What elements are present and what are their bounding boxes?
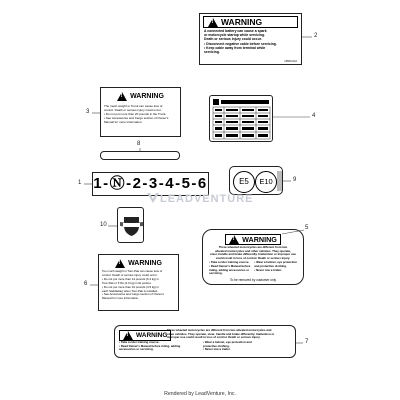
three-wheel-bullet: • Take a rider training course. — [209, 260, 250, 265]
tour-pak-warning-line: • Do not put more than 14 pounds (6.4 kg) in — [102, 276, 159, 281]
battery-warning-line: A connected battery can cause a spark — [204, 29, 267, 33]
callout-2: 2 — [314, 33, 318, 39]
three-wheel-bullet: servicing. — [209, 271, 223, 276]
callout-7: 7 — [305, 339, 309, 345]
callout-10: 10 — [100, 222, 107, 228]
tour-pak-warning-line: each Saddlebag when Tour-Pak is installed. — [102, 288, 159, 293]
strip-warning-bullet: • Wear a helmet, eye protection and — [203, 340, 252, 344]
three-wheel-warning-line: Three wheeled motorcycles are different from two — [218, 245, 288, 249]
callout-8: 8 — [137, 141, 141, 147]
fuel-e10-badge: E10 — [255, 171, 277, 193]
three-wheel-bullet: riding, adding accessories or — [209, 267, 250, 272]
three-wheel-bullet: • Wear a helmet, eye protection — [254, 260, 297, 265]
tour-pak-warning-line: Manual for more information. — [102, 296, 139, 301]
trunk-warning-line: Manual for more information. — [104, 120, 143, 124]
three-wheel-warning-line: wheeled motorcycles and other vehicles. They operate, — [215, 248, 291, 253]
trunk-warning-line: • See Accessories and Cargo section of Owner's — [104, 116, 169, 120]
callout-3: 3 — [86, 109, 90, 115]
strip-warning-title: WARNING — [136, 332, 168, 339]
callout-1: 1 — [78, 180, 82, 186]
callout-9: 9 — [293, 177, 297, 183]
callout-6: 6 — [84, 281, 88, 287]
tour-pak-warning-title: WARNING — [128, 260, 162, 267]
strip-warning-bullet: • Never tow a trailer. — [203, 347, 231, 352]
three-wheel-bullet: • Never tow a trailer. — [254, 267, 282, 272]
strip-warning-line: other vehicles. They operate, steer, handle and brake differently. Inattention or — [167, 331, 275, 336]
tour-pak-warning-line: Tour-Pak or 5 lbs (2.3 kg) in lid pocket. — [102, 280, 152, 285]
three-wheel-bullet: • Read Owner's Manual before — [209, 263, 251, 268]
battery-warning-line: or motorcycle startup while servicing. — [204, 33, 266, 38]
vin-number-text: 1-Ⓝ-2-3-4-5-6 — [93, 175, 208, 192]
strip-warning-bullet: protective clothing. — [203, 343, 230, 348]
trunk-warning-line: control. Death or serious injury could occur. — [104, 108, 162, 112]
strip-warning-line: Three wheeled motorcycles are different from two wheeled motorcycles and — [167, 328, 272, 332]
three-wheel-warning-line: steer, handle and brake differently. Inattention or improper use — [210, 252, 296, 257]
footer-credit: Rendered by LeadVenture, Inc. — [164, 391, 236, 397]
tour-pak-warning-line: • Do not put more than 10 pounds (4.5 kg) in — [102, 284, 159, 289]
battery-warning-line: • Keep cable away from terminal while — [204, 45, 266, 50]
callout-5: 5 — [305, 225, 309, 231]
battery-warning-title: WARNING — [221, 17, 263, 27]
strip-warning-bullet: • Read Owner's Manual before riding, adding — [119, 343, 181, 348]
strip-warning-bullet: accessories or servicing. — [119, 347, 154, 352]
battery-warning-partno: 13500-01A — [284, 60, 297, 63]
tour-pak-warning-line: control. Death or serious injury could occur. — [102, 272, 158, 277]
battery-warning-line: • Disconnect negative cable before servicing. — [204, 41, 277, 46]
leader-line-5 — [282, 230, 304, 234]
three-wheel-warning-line: could result in loss of control. Death or serious injury. — [215, 255, 291, 260]
callout-4: 4 — [312, 113, 316, 119]
three-wheel-warning-title: WARNING — [242, 235, 277, 244]
strip-warning-bullet: • Take a rider training course. — [119, 340, 160, 344]
tour-pak-warning-line: • See Accessories and Cargo section of Owner's — [102, 292, 164, 297]
battery-warning-line: servicing. — [204, 50, 220, 55]
battery-warning-line: Death or serious injury could occur. — [204, 37, 262, 42]
three-wheel-bullet: and protective clothing. — [254, 263, 287, 268]
fuel-e5-badge: E5 — [233, 171, 255, 193]
watermark-text: LEADVENTURE — [160, 193, 254, 205]
trunk-warning-line: The mesh weight in Trunk can cause loss of — [104, 104, 163, 108]
trunk-warning-line: • Do not put more than 20 pounds in the Trunk. — [104, 112, 167, 116]
strip-warning-line: improper use could result in loss of control. Death or serious injury. — [167, 335, 261, 340]
tour-pak-warning-line: Too much weight in Tour-Pak can cause loss of — [102, 269, 163, 273]
trunk-warning-title: WARNING — [130, 93, 164, 100]
three-wheel-warning-footer: To be removed by customer only — [229, 277, 277, 282]
leadventure-logo-icon — [146, 191, 160, 205]
